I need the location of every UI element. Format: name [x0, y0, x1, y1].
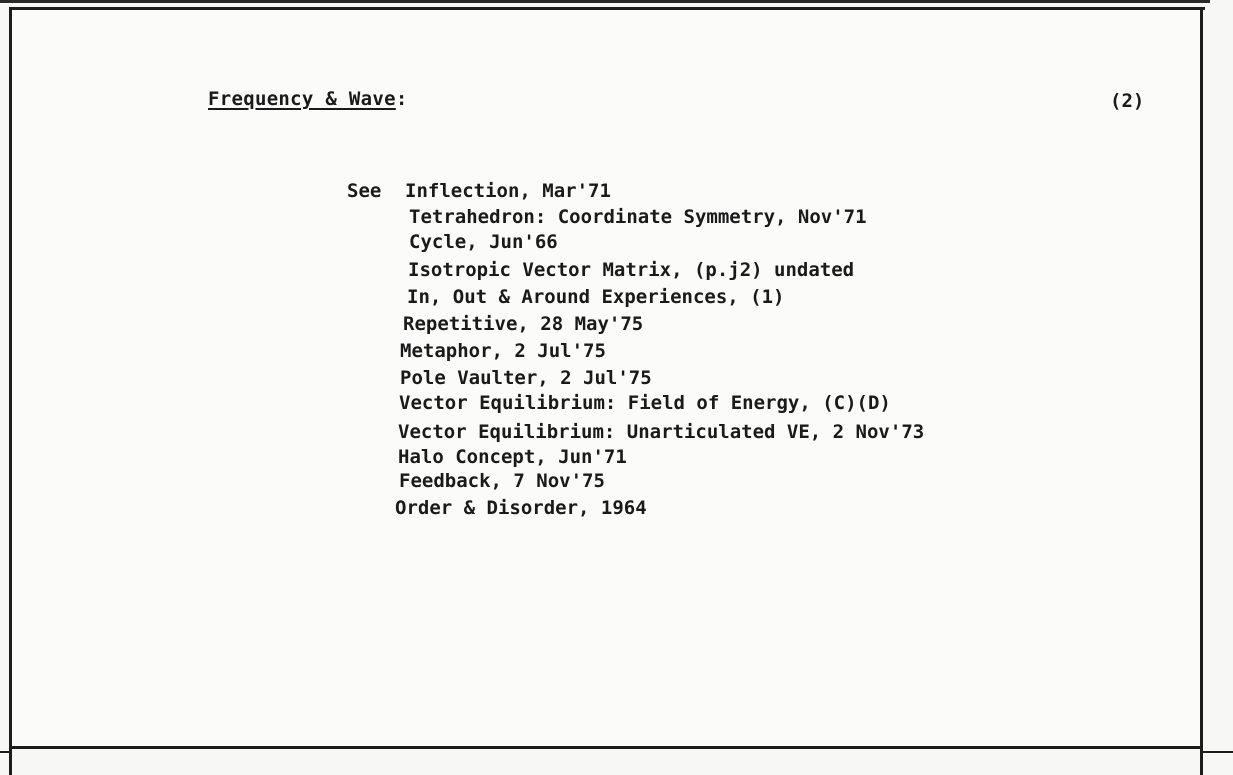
reference-item: Order & Disorder, 1964 — [395, 497, 647, 519]
reference-item: Metaphor, 2 Jul'75 — [400, 340, 606, 362]
reference-item: Inflection, Mar'71 — [405, 180, 611, 202]
reference-item: Isotropic Vector Matrix, (p.j2) undated — [408, 259, 855, 281]
card-bottom-right-tick — [1200, 751, 1233, 753]
card-bottom-left-tick — [0, 751, 12, 753]
reference-item: Tetrahedron: Coordinate Symmetry, Nov'71 — [409, 206, 867, 228]
card-top-edge — [0, 0, 1210, 3]
card-left-border — [9, 7, 12, 775]
reference-item: Vector Equilibrium: Field of Energy, (C)(D) — [399, 392, 891, 414]
reference-item: Cycle, Jun'66 — [409, 231, 558, 253]
reference-item: Pole Vaulter, 2 Jul'75 — [400, 367, 652, 389]
card-top-border — [10, 7, 1205, 10]
reference-item: Halo Concept, Jun'71 — [398, 446, 627, 468]
see-label: See — [347, 180, 382, 202]
card-bottom-border — [9, 746, 1203, 749]
reference-item: Repetitive, 28 May'75 — [403, 313, 644, 335]
page-number: (2) — [1110, 90, 1145, 112]
card-heading — [208, 88, 408, 110]
reference-item: Feedback, 7 Nov'75 — [399, 470, 605, 492]
heading-text: Frequency & Wave — [208, 88, 396, 110]
card-right-border — [1200, 7, 1203, 775]
reference-item: Vector Equilibrium: Unarticulated VE, 2 Nov'73 — [398, 421, 925, 443]
reference-item: In, Out & Around Experiences, (1) — [407, 286, 785, 308]
heading-colon: : — [395, 88, 408, 110]
